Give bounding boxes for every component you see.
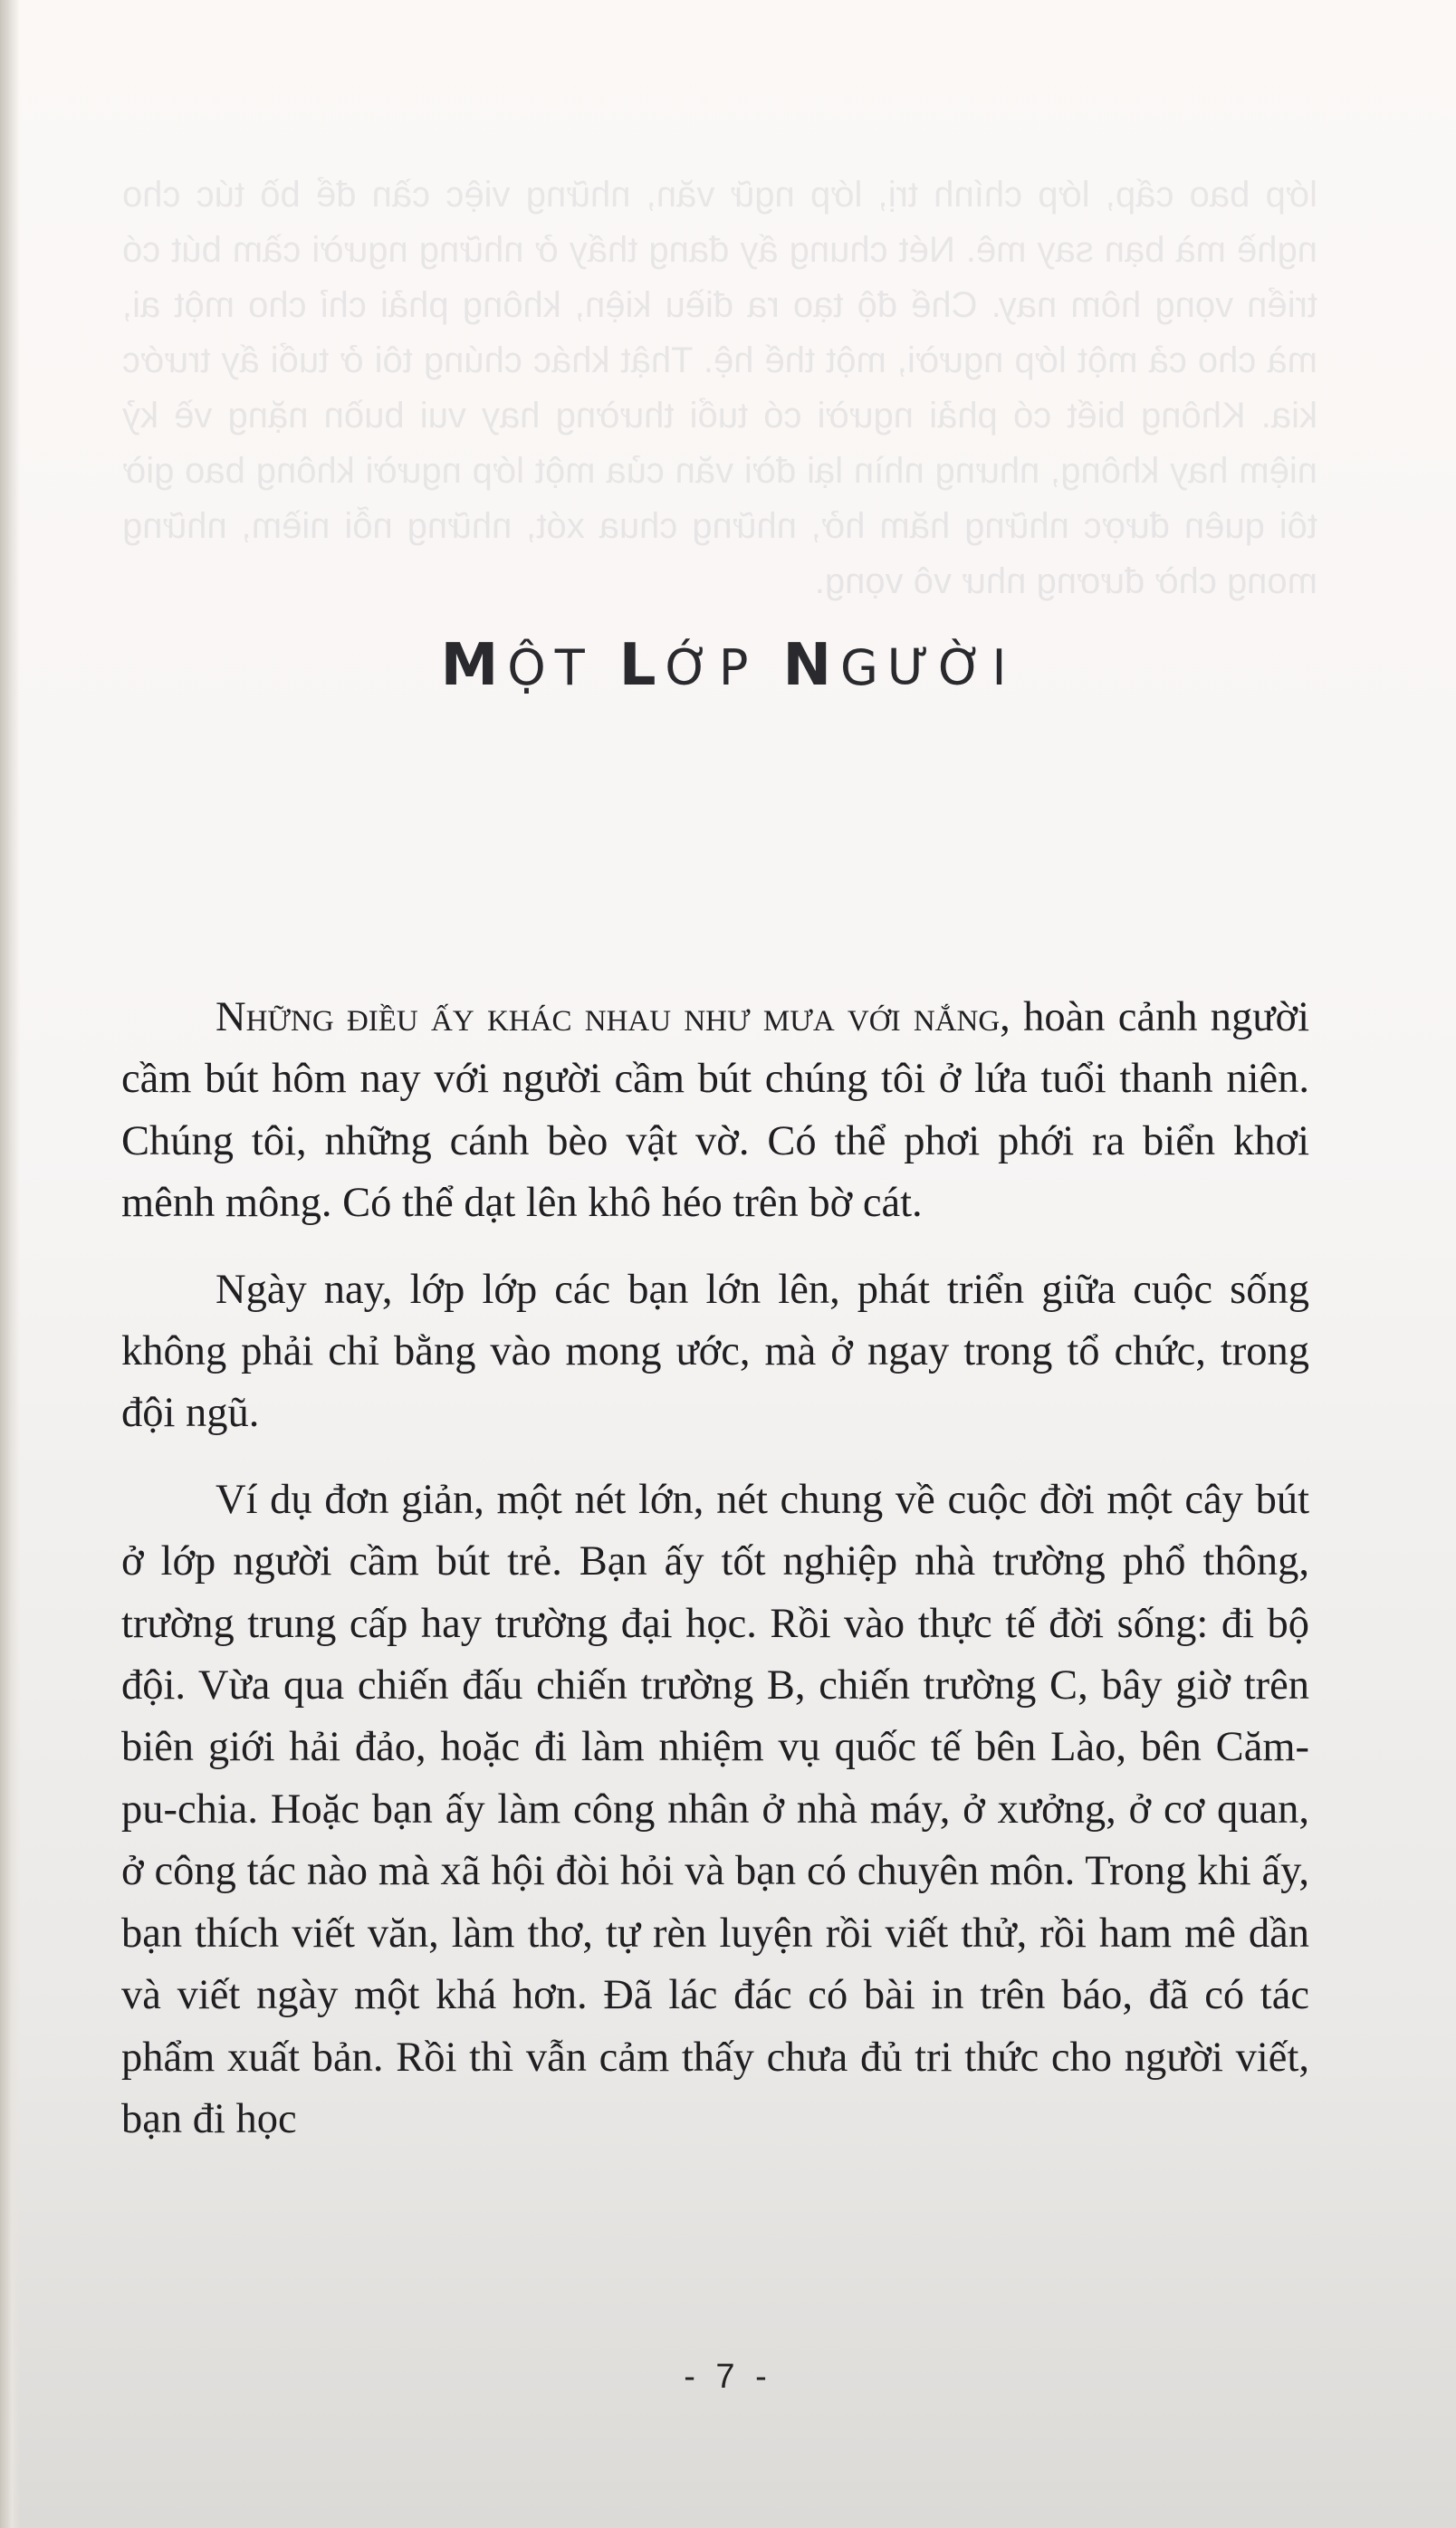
chapter-title (0, 632, 1456, 699)
page-number: - 7 - (684, 2358, 772, 2396)
paragraph-text: Ví dụ đơn giản, một nét lớn, nét chung về cuộc đời một cây bút ở lớp người cầm bút trẻ. Bạn ấy tốt nghiệp nhà trường phổ thông, trường trung cấp hay trường đại học. Rồi vào thực tế đời sống: đi bộ đội. Vừa qua chiến đấu chiến trường B, chiến trường C, bây giờ trên biên giới hải đảo, hoặc đi làm nhiệm vụ quốc tế bên Lào, bên Căm-pu-chia. Hoặc bạn ấy làm công nhân ở nhà máy, ở xưởng, ở cơ quan, ở công tác nào mà xã hội đòi hỏi và bạn có chuyên môn. Trong khi ấy, bạn thích viết văn, làm thơ, tự rèn luyện rồi viết thử, rồi ham mê dần và viết ngày một khá hơn. Đã lác đác có bài in trên báo, đã có tác phẩm xuất bản. Rồi thì vẫn cảm thấy chưa đủ tri thức cho người viết, bạn đi học (121, 1476, 1309, 2142)
paragraph (121, 987, 1309, 1235)
paragraph-text: hoàn cảnh người cầm bút hôm nay với người cầm bút chúng tôi ở lứa tuổi thanh niên. Chúng tôi, những cánh bèo vật vờ. Có thể phơi phới ra biển khơi mênh mông. Có thể dạt lên khô héo trên bờ cát. (121, 994, 1309, 1227)
chapter-title-word: LỚP (618, 632, 758, 699)
show-through-text: lớp bao cấp, lớp chính trị, lớp ngữ văn, những việc cần để bồ túc cho nghề mà bạn say mê. Nét chung ấy đang thấy ở những người cầm bút có triển vọng hôm nay. Chế độ tạo ra điều kiện, không phải chỉ cho một ai, mà cho cả một lớp người, một thế hệ. Thật khác chúng tôi ở tuổi ấy trước kia. Không biết có phải người có tuổi thường hay vui buồn nặng về kỷ niệm hay không, nhưng nhìn lại đời văn của một lớp người không bao giờ tôi quên được những hăm hở, những chua xót, những nỗi niềm, những mong chờ đương như vô vọng. (122, 175, 1317, 601)
paragraph-lead-smallcaps: Những điều ấy khác nhau như mưa với nắng, (216, 994, 1011, 1040)
chapter-title-word: MỘT (440, 632, 594, 699)
chapter-title-word: NGƯỜI (782, 632, 1016, 699)
body-text (121, 987, 1309, 2175)
paragraph (121, 1259, 1309, 1445)
book-spine-shadow (0, 0, 20, 2528)
paragraph-text: Ngày nay, lớp lớp các bạn lớn lên, phát triển giữa cuộc sống không phải chỉ bằng vào mong ước, mà ở ngay trong tổ chức, trong đội ngũ. (121, 1266, 1309, 1437)
paragraph (121, 1470, 1309, 2150)
